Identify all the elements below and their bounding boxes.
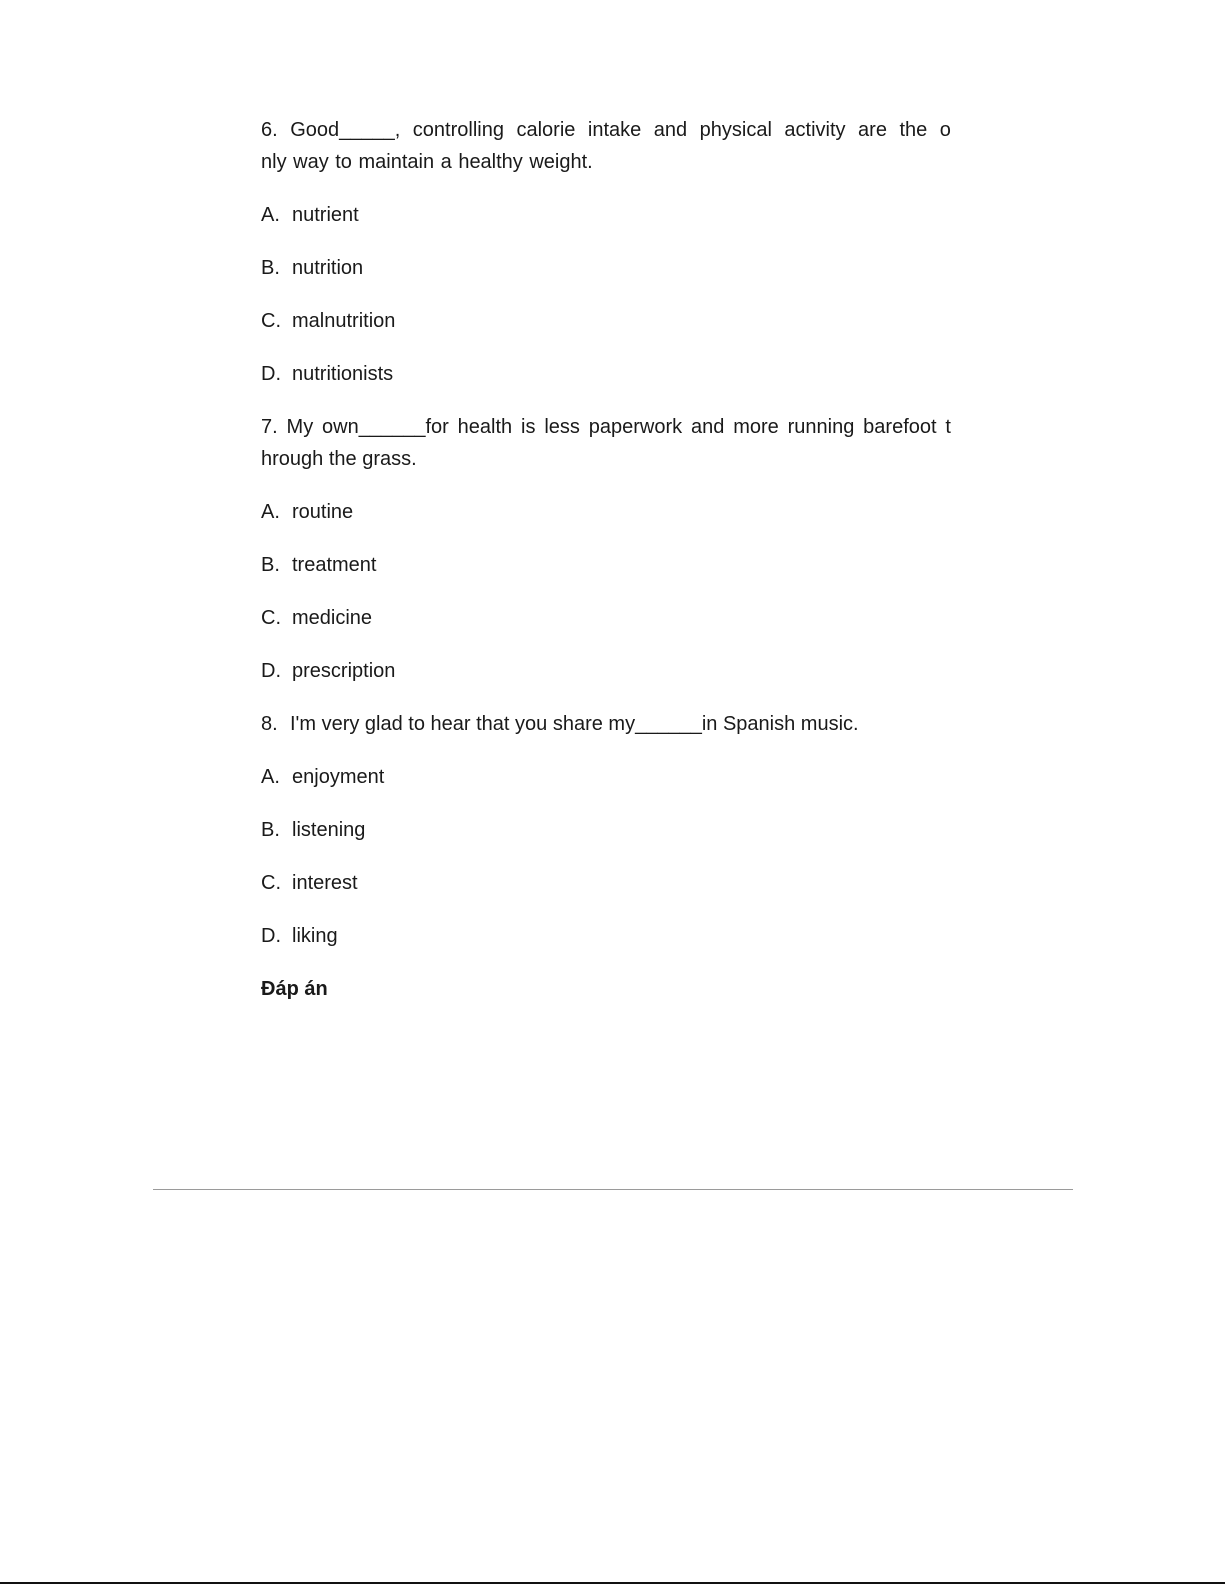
option-7b bbox=[261, 549, 951, 581]
question-word: calorie bbox=[516, 119, 576, 141]
option-7c bbox=[261, 602, 951, 634]
page-bottom-edge bbox=[0, 1582, 1225, 1584]
question-8 bbox=[261, 708, 951, 740]
question-word: Good_____, bbox=[290, 119, 401, 141]
question-7-line-1 bbox=[261, 411, 951, 443]
option-text: nutritionists bbox=[292, 363, 394, 385]
option-text: liking bbox=[292, 925, 338, 947]
question-word: own______for bbox=[322, 416, 449, 438]
option-text: listening bbox=[292, 819, 366, 841]
option-7a bbox=[261, 496, 951, 528]
option-text: medicine bbox=[292, 607, 373, 629]
option-text: treatment bbox=[292, 554, 377, 576]
option-letter: B. bbox=[261, 554, 280, 576]
option-letter: D. bbox=[261, 925, 281, 947]
question-word: are bbox=[858, 119, 887, 141]
question-number: 8. bbox=[261, 713, 278, 735]
option-text: routine bbox=[292, 501, 354, 523]
page-divider bbox=[153, 1189, 1073, 1190]
question-word: intake bbox=[587, 119, 642, 141]
option-text: enjoyment bbox=[292, 766, 385, 788]
option-letter: A. bbox=[261, 501, 280, 523]
question-6 bbox=[261, 114, 951, 178]
question-word: t bbox=[945, 416, 951, 438]
question-word: more bbox=[733, 416, 779, 438]
option-letter: C. bbox=[261, 310, 281, 332]
option-8c bbox=[261, 867, 951, 899]
question-number: 6. bbox=[261, 119, 278, 141]
question-word: physical bbox=[699, 119, 772, 141]
option-letter: B. bbox=[261, 257, 280, 279]
option-letter: A. bbox=[261, 766, 280, 788]
option-6c bbox=[261, 305, 951, 337]
option-letter: C. bbox=[261, 872, 281, 894]
option-8b bbox=[261, 814, 951, 846]
option-8a bbox=[261, 761, 951, 793]
question-word: o bbox=[939, 119, 951, 141]
question-word: and bbox=[653, 119, 688, 141]
option-text: prescription bbox=[292, 660, 396, 682]
question-6-line-2: nly way to maintain a healthy weight. bbox=[261, 151, 593, 173]
option-letter: C. bbox=[261, 607, 281, 629]
question-word: controlling bbox=[412, 119, 504, 141]
question-7-line-2: hrough the grass. bbox=[261, 448, 417, 470]
question-number: 7. bbox=[261, 416, 278, 438]
question-6-line-1 bbox=[261, 114, 951, 146]
option-6d bbox=[261, 358, 951, 390]
question-word: and bbox=[690, 416, 725, 438]
question-word: My bbox=[286, 416, 314, 438]
option-7d bbox=[261, 655, 951, 687]
option-text: malnutrition bbox=[292, 310, 396, 332]
question-word: activity bbox=[784, 119, 846, 141]
option-text: interest bbox=[292, 872, 358, 894]
answer-heading: Đáp án bbox=[261, 978, 328, 1000]
question-text: I'm very glad to hear that you share my______in Spanish music. bbox=[290, 713, 859, 735]
option-letter: B. bbox=[261, 819, 280, 841]
question-word: health bbox=[457, 416, 513, 438]
option-6a bbox=[261, 199, 951, 231]
question-8-line-1 bbox=[261, 708, 951, 740]
option-text: nutrient bbox=[292, 204, 359, 226]
option-letter: D. bbox=[261, 660, 281, 682]
question-word: running bbox=[787, 416, 855, 438]
question-word: paperwork bbox=[588, 416, 683, 438]
option-letter: A. bbox=[261, 204, 280, 226]
option-text: nutrition bbox=[292, 257, 364, 279]
question-word: less bbox=[544, 416, 580, 438]
question-word: the bbox=[899, 119, 928, 141]
option-letter: D. bbox=[261, 363, 281, 385]
question-7 bbox=[261, 411, 951, 475]
option-8d bbox=[261, 920, 951, 952]
question-content bbox=[261, 114, 951, 1005]
question-word: is bbox=[521, 416, 536, 438]
question-word: barefoot bbox=[863, 416, 937, 438]
option-6b bbox=[261, 252, 951, 284]
